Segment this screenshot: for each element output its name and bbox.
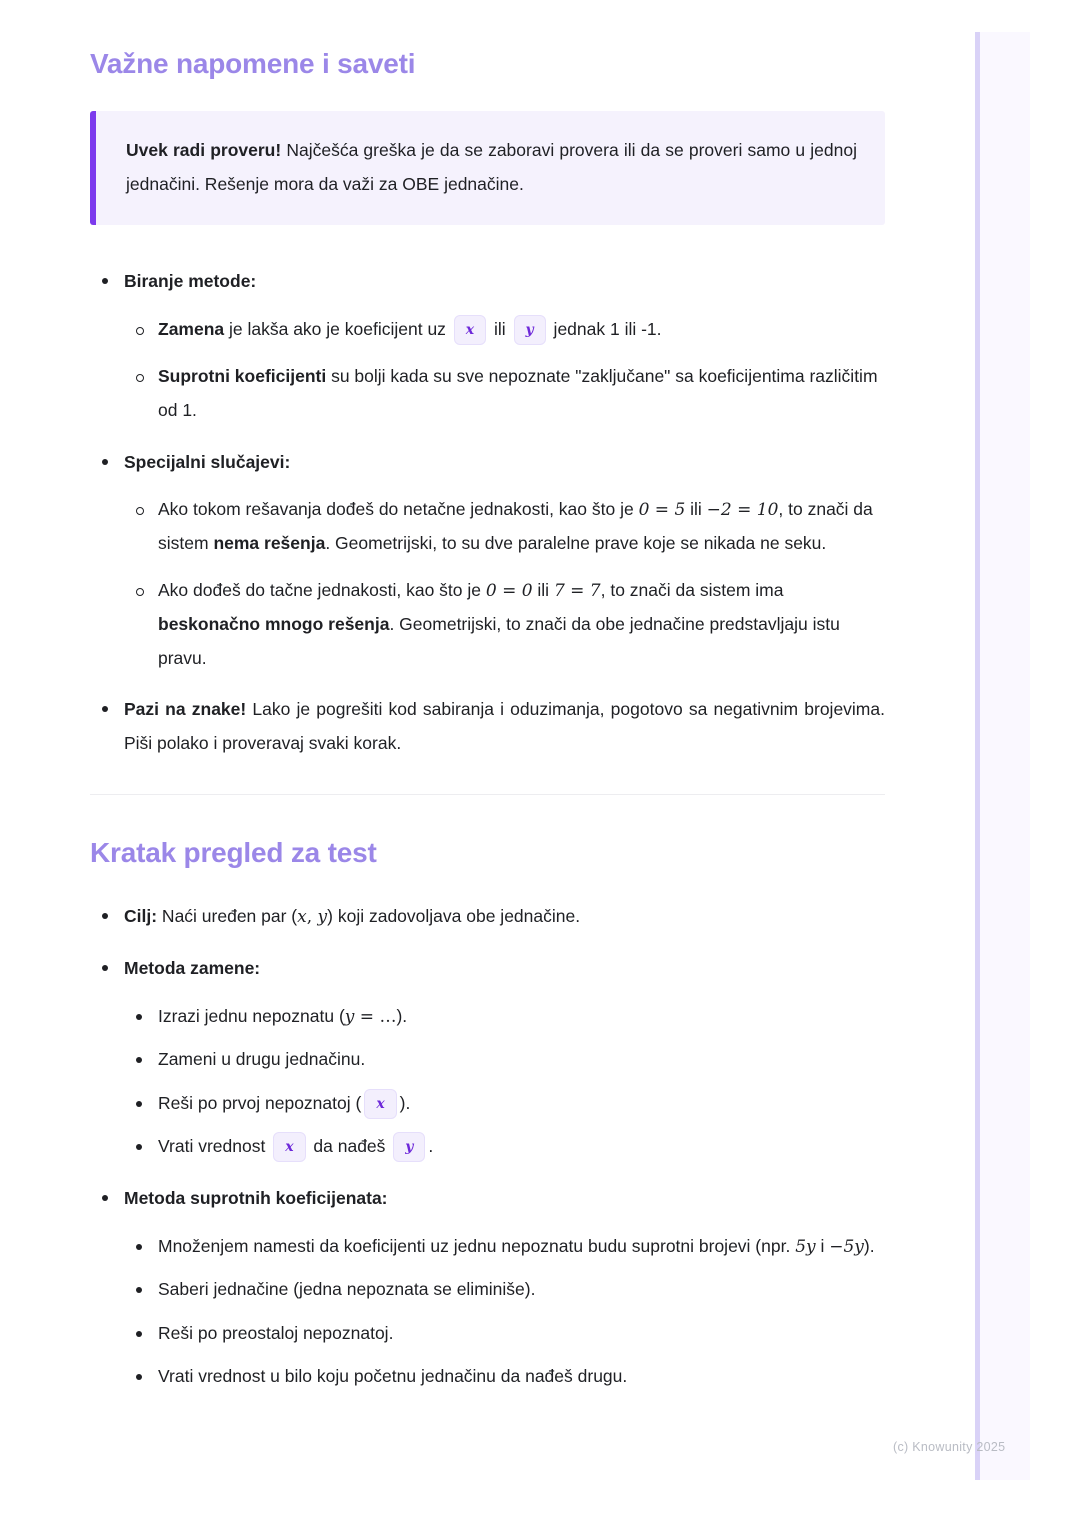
inline-math: 5y bbox=[795, 1236, 816, 1257]
list-item bbox=[158, 1043, 885, 1077]
list-item bbox=[158, 574, 885, 675]
body-text: . Geometrijski, to su dve paralelne prave koje se nikada ne seku. bbox=[325, 532, 827, 553]
body-text: Množenjem namesti da koeficijenti uz jednu nepoznatu budu suprotni brojevi (npr. bbox=[158, 1235, 796, 1256]
body-text: da nađeš bbox=[308, 1136, 391, 1157]
body-text: Reši po preostaloj nepoznatoj. bbox=[158, 1322, 394, 1343]
code-chip: x bbox=[454, 315, 486, 345]
sections-container bbox=[90, 46, 885, 1394]
list-item-lead: Pazi na znake! bbox=[124, 699, 247, 720]
list-item-lead: Suprotni koeficijenti bbox=[158, 366, 327, 387]
list-item bbox=[124, 693, 885, 760]
body-text: ). bbox=[396, 1005, 408, 1026]
section-title: Važne napomene i saveti bbox=[90, 48, 416, 79]
list-item bbox=[158, 1273, 885, 1307]
body-text: Ako dođeš do tačne jednakosti, kao što je bbox=[158, 580, 486, 601]
inline-math: −5y bbox=[829, 1236, 864, 1257]
list-item bbox=[158, 1230, 885, 1264]
top-level-list bbox=[90, 900, 885, 1394]
inline-math: 0 = 0 bbox=[485, 581, 533, 602]
body-text: je lakša ako je koeficijent uz bbox=[224, 318, 451, 339]
body-text: Izrazi jednu nepoznatu ( bbox=[158, 1005, 345, 1026]
list-item bbox=[158, 1087, 885, 1121]
list-item bbox=[158, 493, 885, 560]
list-item bbox=[124, 952, 885, 1164]
code-chip: y bbox=[514, 315, 546, 345]
code-chip: y bbox=[393, 1132, 425, 1162]
emphasis-text: beskonačno mnogo rešenja bbox=[158, 614, 390, 635]
emphasis-text: nema rešenja bbox=[213, 532, 326, 553]
list-item-lead: Metoda zamene: bbox=[124, 958, 261, 979]
list-item bbox=[158, 360, 885, 427]
body-text: , to znači da sistem ima bbox=[600, 580, 784, 601]
body-text: Zameni u drugu jednačinu. bbox=[158, 1049, 366, 1070]
body-text: . bbox=[428, 1136, 434, 1157]
body-text: ) koji zadovoljava obe jednačine. bbox=[327, 906, 581, 927]
list-item-lead: Zamena bbox=[158, 318, 225, 339]
inline-math: x bbox=[297, 907, 307, 928]
callout-box bbox=[90, 111, 885, 225]
inline-math: y bbox=[317, 907, 328, 928]
callout-lead: Uvek radi proveru! bbox=[126, 140, 282, 160]
body-text: Vrati vrednost u bilo koju početnu jednačinu da nađeš drugu. bbox=[158, 1366, 628, 1387]
list-item bbox=[124, 900, 885, 934]
body-text: Reši po prvoj nepoznatoj ( bbox=[158, 1092, 362, 1113]
section-divider bbox=[90, 794, 885, 795]
list-item-lead: Cilj: bbox=[124, 906, 158, 927]
body-text: ). bbox=[863, 1235, 875, 1256]
list-item bbox=[124, 446, 885, 676]
body-text: . Geometrijski, to znači da obe jednačine predstavljaju istu pravu. bbox=[158, 614, 840, 668]
list-item bbox=[158, 1317, 885, 1351]
nested-list bbox=[124, 1230, 885, 1394]
body-text: ). bbox=[399, 1092, 411, 1113]
callout-text: Uvek radi proveru! Najčešća greška je da se zaboravi provera ili da se proveri samo u jednoj jednačini. Rešenje mora da važi za OBE jednačine. bbox=[126, 140, 857, 195]
inline-math: 0 = 5 bbox=[638, 500, 686, 521]
copyright-watermark: (c) Knowunity 2025 bbox=[893, 1440, 1006, 1454]
list-item bbox=[124, 1182, 885, 1394]
inline-math: −2 = 10 bbox=[706, 500, 779, 521]
body-text: Ako tokom rešavanja dođeš do netačne jednakosti, kao što je bbox=[158, 499, 639, 520]
list-item-lead: Specijalni slučajevi: bbox=[124, 451, 291, 472]
inline-math: y bbox=[344, 1006, 355, 1027]
list-item-lead: Biranje metode: bbox=[124, 271, 257, 292]
body-text: Vrati vrednost bbox=[158, 1136, 271, 1157]
nested-list bbox=[124, 493, 885, 675]
section-title: Kratak pregled za test bbox=[90, 837, 377, 869]
body-text: i bbox=[815, 1235, 830, 1256]
body-text: ili bbox=[532, 580, 554, 601]
list-item-lead: Metoda suprotnih koeficijenata: bbox=[124, 1188, 388, 1209]
body-text: su bolji kada su sve nepoznate "zaključane" sa koeficijentima različitim od 1. bbox=[158, 366, 878, 421]
body-text: , to znači da sistem bbox=[158, 499, 873, 553]
list-item bbox=[158, 1130, 885, 1164]
inline-math: , bbox=[306, 907, 318, 928]
top-level-list bbox=[90, 265, 885, 760]
list-item bbox=[158, 1000, 885, 1034]
inline-math: = … bbox=[354, 1006, 397, 1027]
nested-list bbox=[124, 313, 885, 428]
code-chip: x bbox=[364, 1089, 396, 1119]
body-text: ili bbox=[685, 499, 707, 520]
body-text: Naći uređen par ( bbox=[157, 906, 298, 927]
right-edge-strip bbox=[975, 32, 1030, 1480]
nested-list bbox=[124, 1000, 885, 1164]
body-text: Lako je pogrešiti kod sabiranja i oduzimanja, pogotovo sa negativnim brojevima. Piši polako i proveravaj svaki korak. bbox=[124, 699, 885, 753]
body-text: Saberi jednačine (jedna nepoznata se eliminiše). bbox=[158, 1279, 536, 1300]
code-chip: x bbox=[273, 1132, 305, 1162]
body-text: jednak 1 ili -1. bbox=[548, 318, 662, 339]
list-item bbox=[158, 313, 885, 347]
list-item bbox=[158, 1360, 885, 1394]
body-text: ili bbox=[489, 318, 511, 339]
list-item bbox=[124, 265, 885, 427]
inline-math: 7 = 7 bbox=[553, 581, 601, 602]
